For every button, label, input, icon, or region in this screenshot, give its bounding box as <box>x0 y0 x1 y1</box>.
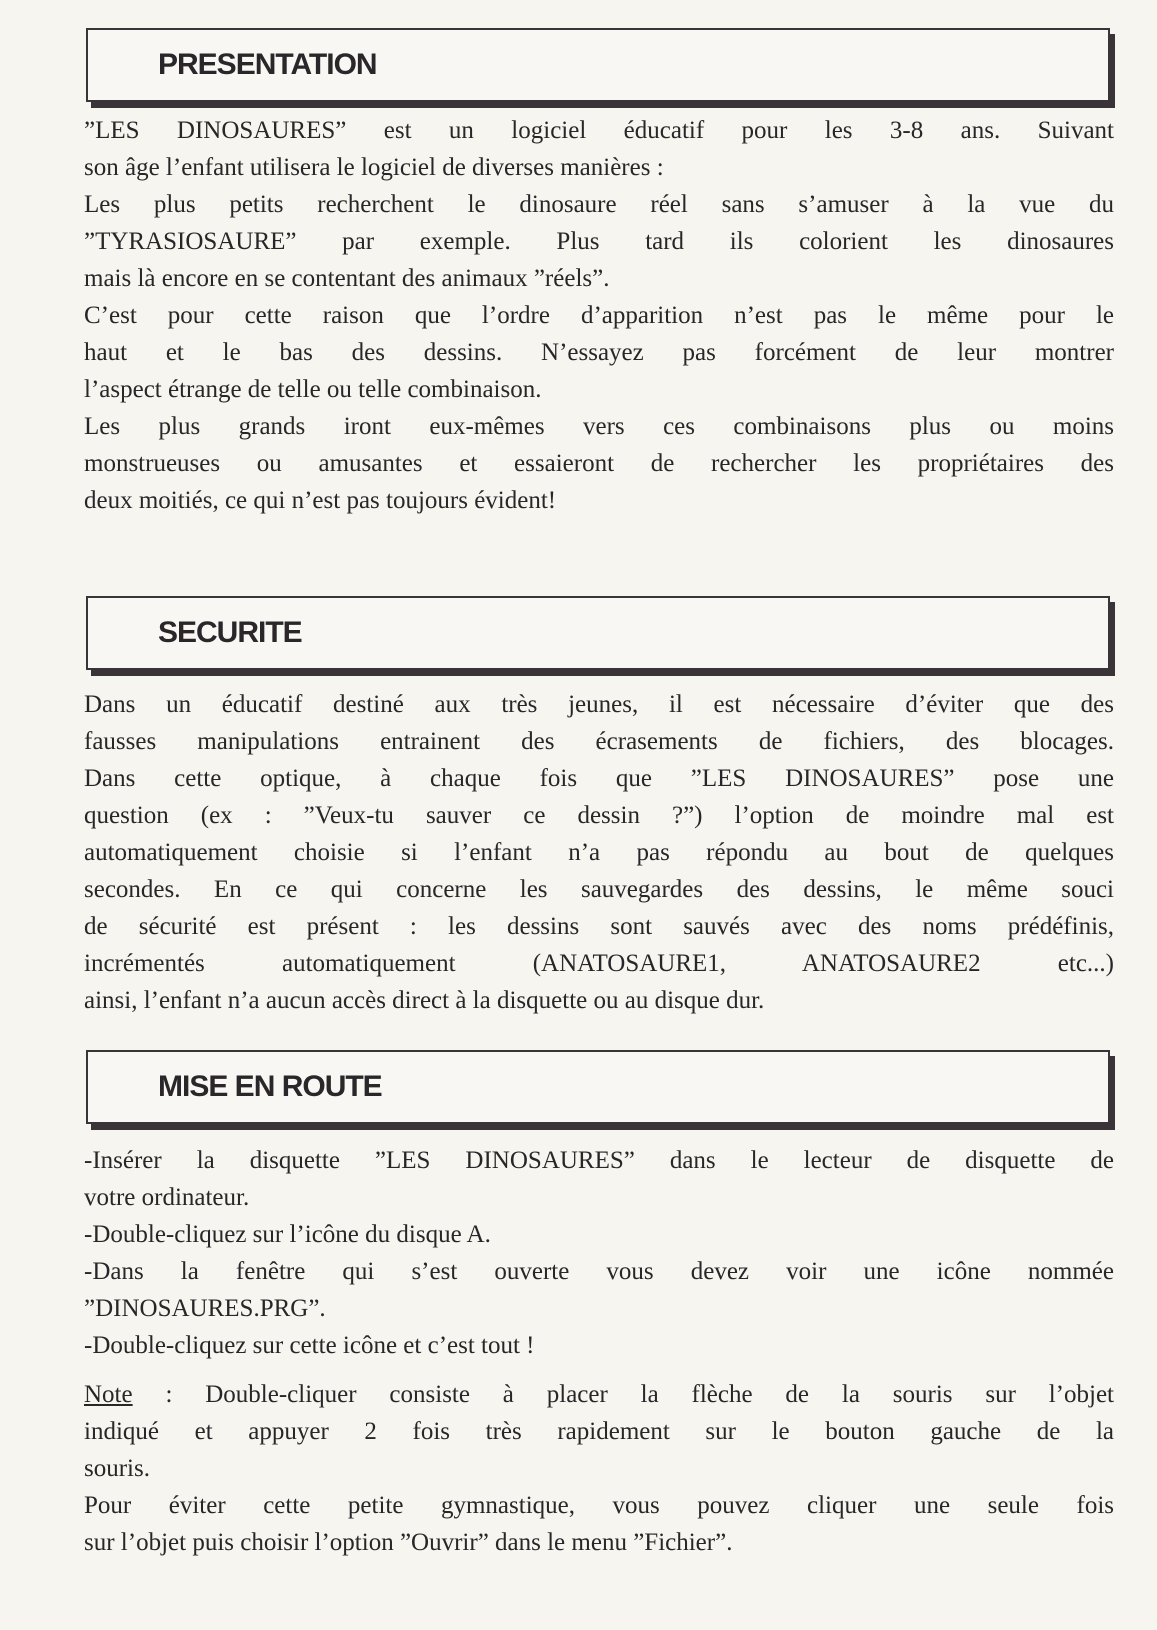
presentation-header <box>86 28 1110 102</box>
text-line: de sécurité est présent : les dessins sont sauvés avec des noms prédéfinis, <box>84 913 1114 940</box>
note-first-line <box>84 1376 1114 1413</box>
text-line: haut et le bas des dessins. N’essayez pas forcément de leur montrer <box>84 339 1114 366</box>
text-line: indiqué et appuyer 2 fois très rapidement sur le bouton gauche de la <box>84 1418 1114 1445</box>
note-label: Note <box>84 1381 133 1408</box>
text-line: ”DINOSAURES.PRG”. <box>84 1295 326 1322</box>
text-line: ”LES DINOSAURES” est un logiciel éducatif pour les 3-8 ans. Suivant <box>84 117 1114 144</box>
mise-en-route-header <box>86 1050 1110 1124</box>
text-line: automatiquement choisie si l’enfant n’a pas répondu au bout de quelques <box>84 839 1114 866</box>
text-line: -Double-cliquez sur cette icône et c’est tout ! <box>84 1332 535 1359</box>
text-line: deux moitiés, ce qui n’est pas toujours évident! <box>84 487 557 514</box>
text-line: monstrueuses ou amusantes et essaieront de rechercher les propriétaires des <box>84 450 1114 477</box>
text-line: l’aspect étrange de telle ou telle combinaison. <box>84 376 542 403</box>
text-line: C’est pour cette raison que l’ordre d’apparition n’est pas le même pour le <box>84 302 1114 329</box>
securite-text <box>84 686 1114 1019</box>
text-line: souris. <box>84 1455 150 1482</box>
text-line: Les plus grands iront eux-mêmes vers ces combinaisons plus ou moins <box>84 413 1114 440</box>
text-line: question (ex : ”Veux-tu sauver ce dessin ?”) l’option de moindre mal est <box>84 802 1114 829</box>
text-line: son âge l’enfant utilisera le logiciel de diverses manières : <box>84 154 664 181</box>
text-line: Dans cette optique, à chaque fois que ”LES DINOSAURES” pose une <box>84 765 1114 792</box>
text-line: secondes. En ce qui concerne les sauvegardes des dessins, le même souci <box>84 876 1114 903</box>
text-line: -Double-cliquez sur l’icône du disque A. <box>84 1221 491 1248</box>
text-line: Dans un éducatif destiné aux très jeunes, il est nécessaire d’éviter que des <box>84 691 1114 718</box>
text-line: mais là encore en se contentant des animaux ”réels”. <box>84 265 610 292</box>
text-line: ainsi, l’enfant n’a aucun accès direct à la disquette ou au disque dur. <box>84 987 765 1014</box>
securite-title: SECURITE <box>158 616 302 649</box>
text-line: incrémentés automatiquement (ANATOSAURE1, ANATOSAURE2 etc...) <box>84 950 1114 977</box>
text-line: fausses manipulations entrainent des écrasements de fichiers, des blocages. <box>84 728 1114 755</box>
presentation-title: PRESENTATION <box>158 48 377 81</box>
text-line: sur l’objet puis choisir l’option ”Ouvrir” dans le menu ”Fichier”. <box>84 1529 733 1556</box>
securite-header <box>86 596 1110 670</box>
text-line: votre ordinateur. <box>84 1184 250 1211</box>
text-line: -Dans la fenêtre qui s’est ouverte vous devez voir une icône nommée <box>84 1258 1114 1285</box>
note-text <box>84 1376 1114 1561</box>
mise-en-route-text <box>84 1142 1114 1364</box>
text-line: Pour éviter cette petite gymnastique, vous pouvez cliquer une seule fois <box>84 1492 1114 1519</box>
mise-en-route-title: MISE EN ROUTE <box>158 1070 382 1103</box>
note-line-text: : Double-cliquer consiste à placer la flèche de la souris sur l’objet <box>132 1381 1114 1408</box>
presentation-text <box>84 112 1114 519</box>
text-line: -Insérer la disquette ”LES DINOSAURES” dans le lecteur de disquette de <box>84 1147 1114 1174</box>
text-line: ”TYRASIOSAURE” par exemple. Plus tard ils colorient les dinosaures <box>84 228 1114 255</box>
text-line: Les plus petits recherchent le dinosaure réel sans s’amuser à la vue du <box>84 191 1114 218</box>
